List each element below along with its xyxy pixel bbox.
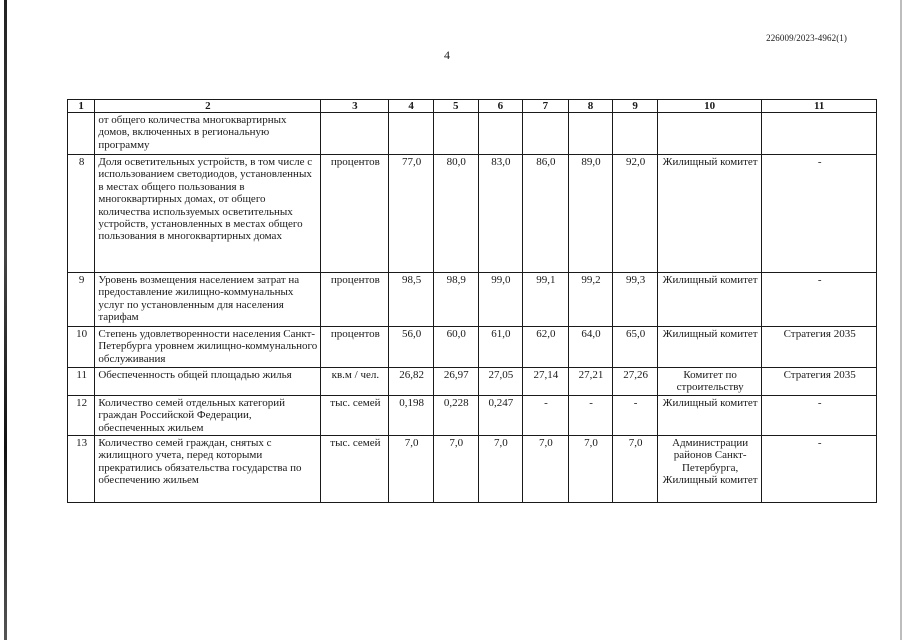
note: - (762, 155, 877, 273)
value-cell: 99,0 (478, 273, 523, 327)
value-cell: 7,0 (478, 436, 523, 503)
value-cell: 26,97 (433, 368, 478, 396)
value-cell: 27,14 (523, 368, 569, 396)
value-cell (568, 113, 613, 155)
unit: процентов (321, 155, 389, 273)
value-cell: 56,0 (389, 327, 434, 368)
row-number: 12 (68, 396, 95, 436)
unit: процентов (321, 327, 389, 368)
note: - (762, 396, 877, 436)
value-cell: 7,0 (389, 436, 434, 503)
executor (657, 113, 761, 155)
value-cell: - (613, 396, 658, 436)
value-cell: 0,198 (389, 396, 434, 436)
note: Стратегия 2035 (762, 327, 877, 368)
value-cell: 7,0 (613, 436, 658, 503)
unit: тыс. семей (321, 436, 389, 503)
value-cell: 27,26 (613, 368, 658, 396)
unit: кв.м / чел. (321, 368, 389, 396)
value-cell: 89,0 (568, 155, 613, 273)
value-cell: 98,5 (389, 273, 434, 327)
executor: Комитет по строительству (657, 368, 761, 396)
value-cell: 99,1 (523, 273, 569, 327)
column-header: 6 (478, 100, 523, 113)
column-header: 10 (657, 100, 761, 113)
column-header: 9 (613, 100, 658, 113)
value-cell (478, 113, 523, 155)
column-header: 3 (321, 100, 389, 113)
row-number: 9 (68, 273, 95, 327)
table-row (68, 273, 877, 327)
value-cell: 26,82 (389, 368, 434, 396)
indicator-name: Уровень возмещения населением затрат на предоставление жилищно-коммунальных услуг по установленным для населения тарифам (95, 273, 321, 327)
value-cell: 86,0 (523, 155, 569, 273)
executor: Жилищный комитет (657, 396, 761, 436)
column-header: 7 (523, 100, 569, 113)
value-cell (389, 113, 434, 155)
indicator-name: Доля осветительных устройств, в том числе с использованием светодиодов, установленных в местах общего пользования в многоквартирных домах, от общего количества используемых осветительных устройств, установленных в местах общего пользования в многоквартирных домах (95, 155, 321, 273)
table-row (68, 436, 877, 503)
indicator-name: Степень удовлетворенности населения Санкт-Петербурга уровнем жилищно-коммунального обслуживания (95, 327, 321, 368)
value-cell: 99,2 (568, 273, 613, 327)
executor: Жилищный комитет (657, 155, 761, 273)
value-cell: 92,0 (613, 155, 658, 273)
indicator-name: Количество семей граждан, снятых с жилищного учета, перед которыми прекратились обязательства государства по обеспечению жильем (95, 436, 321, 503)
value-cell: 7,0 (433, 436, 478, 503)
value-cell: 64,0 (568, 327, 613, 368)
table-row (68, 155, 877, 273)
column-header: 4 (389, 100, 434, 113)
value-cell (433, 113, 478, 155)
value-cell: 0,228 (433, 396, 478, 436)
value-cell: 7,0 (523, 436, 569, 503)
column-header: 1 (68, 100, 95, 113)
note: Стратегия 2035 (762, 368, 877, 396)
column-header: 5 (433, 100, 478, 113)
indicator-name: от общего количества многоквартирных домов, включенных в региональную программу (95, 113, 321, 155)
value-cell: 60,0 (433, 327, 478, 368)
page-number: 4 (444, 48, 450, 62)
note: - (762, 273, 877, 327)
row-number (68, 113, 95, 155)
value-cell: 27,05 (478, 368, 523, 396)
value-cell: 7,0 (568, 436, 613, 503)
value-cell: 0,247 (478, 396, 523, 436)
value-cell: 77,0 (389, 155, 434, 273)
table-row (68, 396, 877, 436)
indicator-name: Обеспеченность общей площадью жилья (95, 368, 321, 396)
value-cell: 62,0 (523, 327, 569, 368)
table-header-row (68, 100, 877, 113)
executor: Жилищный комитет (657, 327, 761, 368)
column-header: 11 (762, 100, 877, 113)
value-cell: 27,21 (568, 368, 613, 396)
document-number: 226009/2023-4962(1) (766, 33, 847, 43)
value-cell: - (523, 396, 569, 436)
unit: тыс. семей (321, 396, 389, 436)
executor: Администрации районов Санкт-Петербурга, Жилищный комитет (657, 436, 761, 503)
indicator-name: Количество семей отдельных категорий граждан Российской Федерации, обеспеченных жильем (95, 396, 321, 436)
executor: Жилищный комитет (657, 273, 761, 327)
value-cell: 61,0 (478, 327, 523, 368)
row-number: 10 (68, 327, 95, 368)
column-header: 8 (568, 100, 613, 113)
note: - (762, 436, 877, 503)
value-cell: 65,0 (613, 327, 658, 368)
table-row (68, 368, 877, 396)
table-row (68, 113, 877, 155)
indicators-table (67, 99, 877, 503)
table-row (68, 327, 877, 368)
value-cell: 98,9 (433, 273, 478, 327)
value-cell (523, 113, 569, 155)
value-cell: 80,0 (433, 155, 478, 273)
unit: процентов (321, 273, 389, 327)
note (762, 113, 877, 155)
scan-edge-right (900, 0, 902, 640)
row-number: 13 (68, 436, 95, 503)
value-cell: 99,3 (613, 273, 658, 327)
value-cell: 83,0 (478, 155, 523, 273)
scan-edge-left (4, 0, 7, 640)
row-number: 8 (68, 155, 95, 273)
value-cell: - (568, 396, 613, 436)
row-number: 11 (68, 368, 95, 396)
unit (321, 113, 389, 155)
value-cell (613, 113, 658, 155)
column-header: 2 (95, 100, 321, 113)
